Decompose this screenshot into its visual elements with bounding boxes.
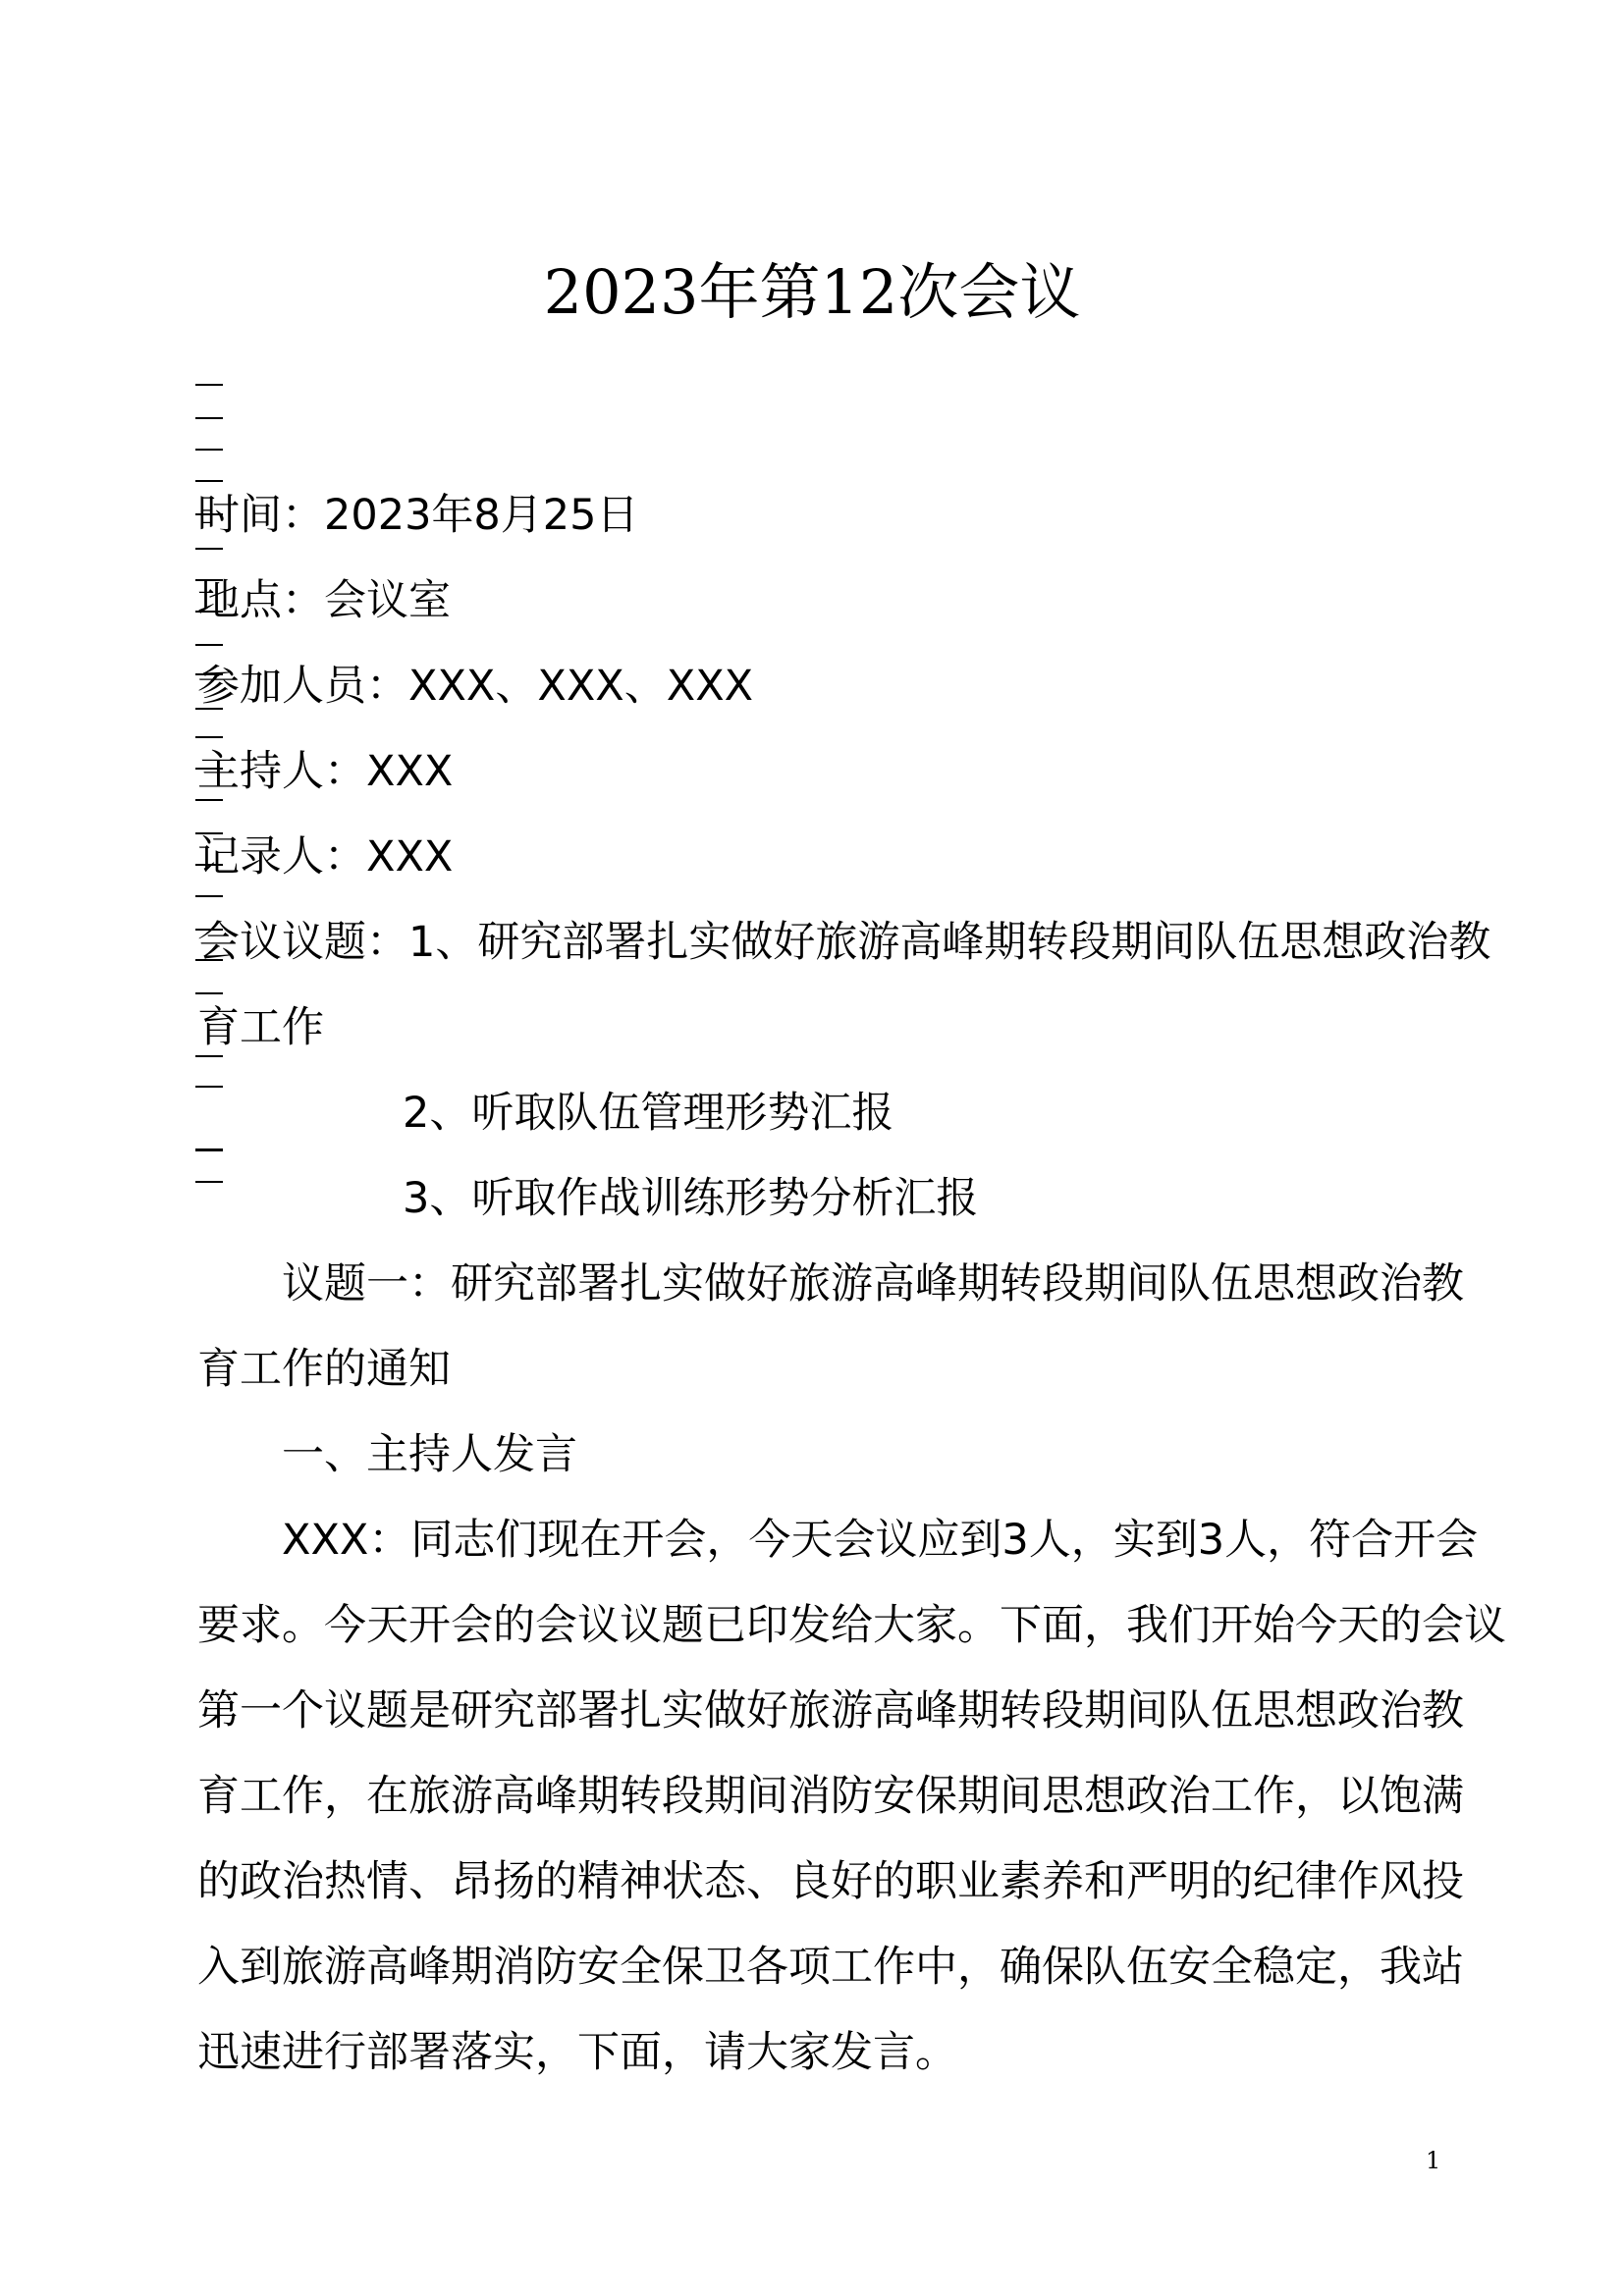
speech-line: XXX：同志们现在开会，今天会议应到3人，实到3人，符合开会 bbox=[282, 1516, 1479, 1565]
speech-line: 的政治热情、昂扬的精神状态、良好的职业素养和严明的纪律作风投 bbox=[197, 1857, 1464, 1906]
meeting-attendees: 参加人员：XXX、XXX、XXX bbox=[197, 662, 754, 711]
meeting-time: 时间：2023年8月25日 bbox=[197, 491, 639, 540]
page-title: 2023年第12次会议 bbox=[543, 256, 1081, 328]
page-number: 1 bbox=[1426, 2147, 1441, 2174]
speech-line: 第一个议题是研究部署扎实做好旅游高峰期转段期间队伍思想政治教 bbox=[197, 1686, 1464, 1735]
margin-tick bbox=[195, 449, 223, 451]
margin-tick bbox=[195, 644, 223, 646]
margin-tick bbox=[195, 895, 223, 897]
section-heading: 一、主持人发言 bbox=[282, 1430, 577, 1479]
agenda-item-1: 会议议题：1、研究部署扎实做好旅游高峰期转段期间队伍思想政治教 bbox=[197, 918, 1491, 967]
agenda-item-1-cont: 育工作 bbox=[197, 1003, 324, 1052]
meeting-recorder: 记录人：XXX bbox=[197, 832, 454, 881]
speech-line: 要求。今天开会的会议议题已印发给大家。下面，我们开始今天的会议 bbox=[197, 1601, 1506, 1650]
margin-tick bbox=[195, 1086, 223, 1088]
meeting-host: 主持人：XXX bbox=[197, 747, 454, 796]
topic-heading-cont: 育工作的通知 bbox=[197, 1345, 451, 1394]
margin-tick bbox=[195, 417, 223, 419]
margin-tick bbox=[195, 384, 223, 386]
margin-tick bbox=[195, 1181, 223, 1183]
speech-line: 入到旅游高峰期消防安全保卫各项工作中，确保队伍安全稳定，我站 bbox=[197, 1943, 1464, 1992]
topic-heading: 议题一：研究部署扎实做好旅游高峰期转段期间队伍思想政治教 bbox=[282, 1259, 1464, 1308]
meeting-location: 地点：会议室 bbox=[197, 576, 451, 625]
margin-tick bbox=[195, 548, 223, 550]
agenda-item-2: 2、听取队伍管理形势汇报 bbox=[403, 1089, 894, 1138]
margin-tick bbox=[195, 736, 223, 738]
margin-tick bbox=[195, 480, 223, 482]
margin-tick bbox=[195, 799, 223, 801]
agenda-item-3: 3、听取作战训练形势分析汇报 bbox=[403, 1174, 979, 1223]
speech-line: 迅速进行部署落实，下面，请大家发言。 bbox=[197, 2028, 957, 2077]
margin-tick bbox=[195, 992, 223, 994]
speech-line: 育工作，在旅游高峰期转段期间消防安保期间思想政治工作，以饱满 bbox=[197, 1772, 1464, 1821]
margin-tick bbox=[195, 1055, 223, 1057]
margin-tick bbox=[195, 1148, 223, 1151]
